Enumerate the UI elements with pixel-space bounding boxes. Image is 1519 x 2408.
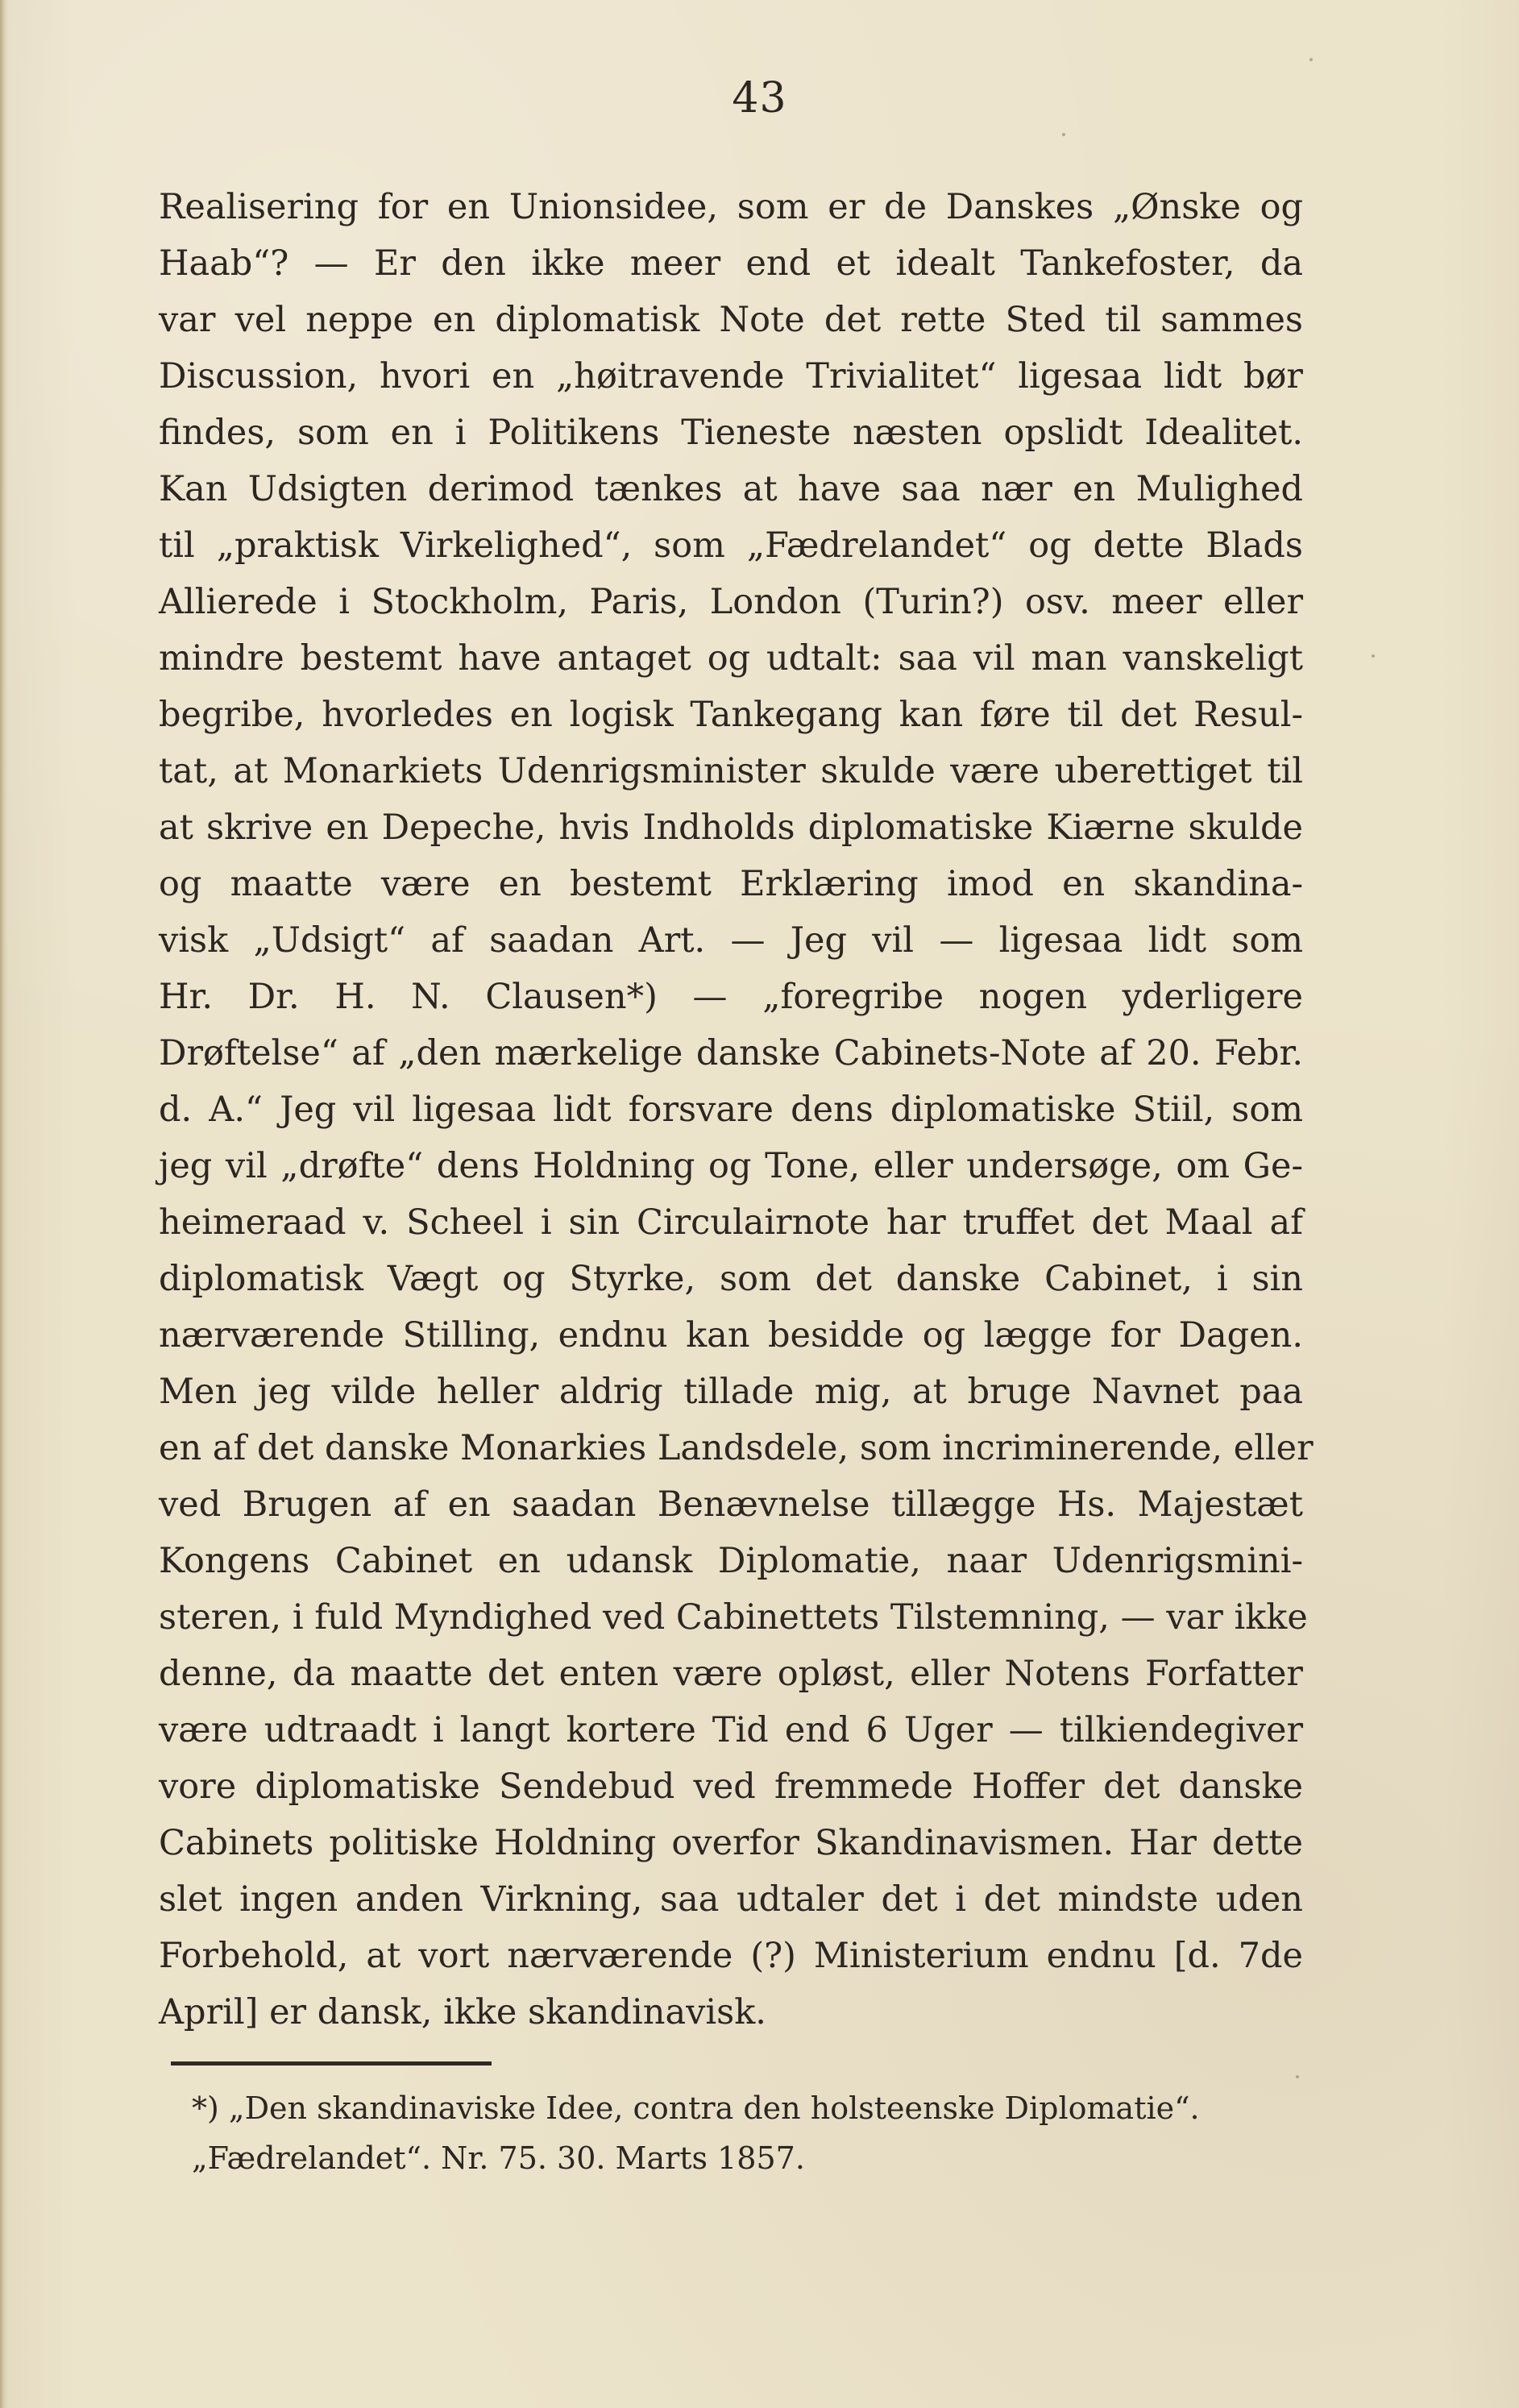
text-line: til „praktisk Virkelighed“, som „Fædrelandet“ og dette Blads [159, 525, 1303, 566]
body-text [159, 179, 1314, 2041]
paper-speck [1296, 2075, 1299, 2078]
text-line: nærværende Stilling, endnu kan besidde og lægge for Dagen. [159, 1315, 1303, 1356]
text-line: Kan Udsigten derimod tænkes at have saa nær en Mulighed [159, 469, 1303, 509]
paper-speck [1372, 654, 1375, 658]
text-line: Men jeg vilde heller aldrig tillade mig, at bruge Navnet paa [159, 1372, 1303, 1412]
text-line: tat, at Monarkiets Udenrigsminister skulde være uberettiget til [159, 751, 1303, 791]
text-line-last: April] er dansk, ikke skandinavisk. [159, 1992, 766, 2032]
footnote-line: *) „Den skandinaviske Idee, contra den holsteenske Diplomatie“. [192, 2090, 1200, 2126]
text-line: mindre bestemt have antaget og udtalt: saa vil man vanskeligt [159, 638, 1303, 679]
text-line: Cabinets politiske Holdning overfor Skandinavismen. Har dette [159, 1823, 1303, 1863]
text-line: diplomatisk Vægt og Styrke, som det danske Cabinet, i sin [159, 1259, 1303, 1299]
text-line: findes, som en i Politikens Tieneste næsten opslidt Idealitet. [159, 413, 1303, 453]
text-line: en af det danske Monarkies Landsdele, som incriminerende, eller [159, 1428, 1314, 1468]
text-line: og maatte være en bestemt Erklæring imod en skandina- [159, 864, 1303, 904]
text-line: Forbehold, at vort nærværende (?) Ministerium endnu [d. 7de [159, 1936, 1303, 1976]
text-line: d. A.“ Jeg vil ligesaa lidt forsvare dens diplomatiske Stiil, som [159, 1090, 1303, 1130]
text-line: steren, i fuld Myndighed ved Cabinettets Tilstemning, — var ikke [159, 1597, 1308, 1638]
text-line: Haab“? — Er den ikke meer end et idealt Tankefoster, da [159, 243, 1303, 284]
footnote-separator [171, 2061, 492, 2065]
text-line: at skrive en Depeche, hvis Indholds diplomatiske Kiærne skulde [159, 808, 1303, 848]
page-number: 43 [732, 74, 787, 122]
text-line: Hr. Dr. H. N. Clausen*) — „foregribe nogen yderligere [159, 977, 1303, 1017]
text-line: være udtraadt i langt kortere Tid end 6 Uger — tilkiendegiver [159, 1710, 1303, 1750]
page-edge-shadow [0, 0, 8, 2408]
text-line: Allierede i Stockholm, Paris, London (Turin?) osv. meer eller [159, 582, 1303, 622]
text-line: jeg vil „drøfte“ dens Holdning og Tone, eller undersøge, om Ge- [159, 1146, 1303, 1186]
text-line: Realisering for en Unionsidee, som er de Danskes „Ønske og [159, 187, 1303, 227]
text-line: vore diplomatiske Sendebud ved fremmede Hoffer det danske [159, 1767, 1303, 1807]
footnote-block [192, 2083, 1320, 2183]
footnote-line: „Fædrelandet“. Nr. 75. 30. Marts 1857. [192, 2140, 805, 2176]
paper-speck [1062, 133, 1065, 136]
text-line: slet ingen anden Virkning, saa udtaler det i det mindste uden [159, 1879, 1303, 1920]
text-line: heimeraad v. Scheel i sin Circulairnote har truffet det Maal af [159, 1202, 1303, 1243]
text-line: denne, da maatte det enten være opløst, eller Notens Forfatter [159, 1654, 1303, 1694]
text-line: Discussion, hvori en „høitravende Trivialitet“ ligesaa lidt bør [159, 356, 1303, 396]
text-line: visk „Udsigt“ af saadan Art. — Jeg vil — ligesaa lidt som [159, 920, 1303, 961]
text-line: Drøftelse“ af „den mærkelige danske Cabinets-Note af 20. Febr. [159, 1033, 1303, 1073]
text-line: var vel neppe en diplomatisk Note det rette Sted til sammes [159, 300, 1303, 340]
text-line: ved Brugen af en saadan Benævnelse tillægge Hs. Majestæt [159, 1484, 1303, 1525]
paper-speck [1309, 58, 1313, 61]
text-line: Kongens Cabinet en udansk Diplomatie, naar Udenrigsmini- [159, 1541, 1303, 1581]
text-line: begribe, hvorledes en logisk Tankegang kan føre til det Resul- [159, 695, 1303, 735]
